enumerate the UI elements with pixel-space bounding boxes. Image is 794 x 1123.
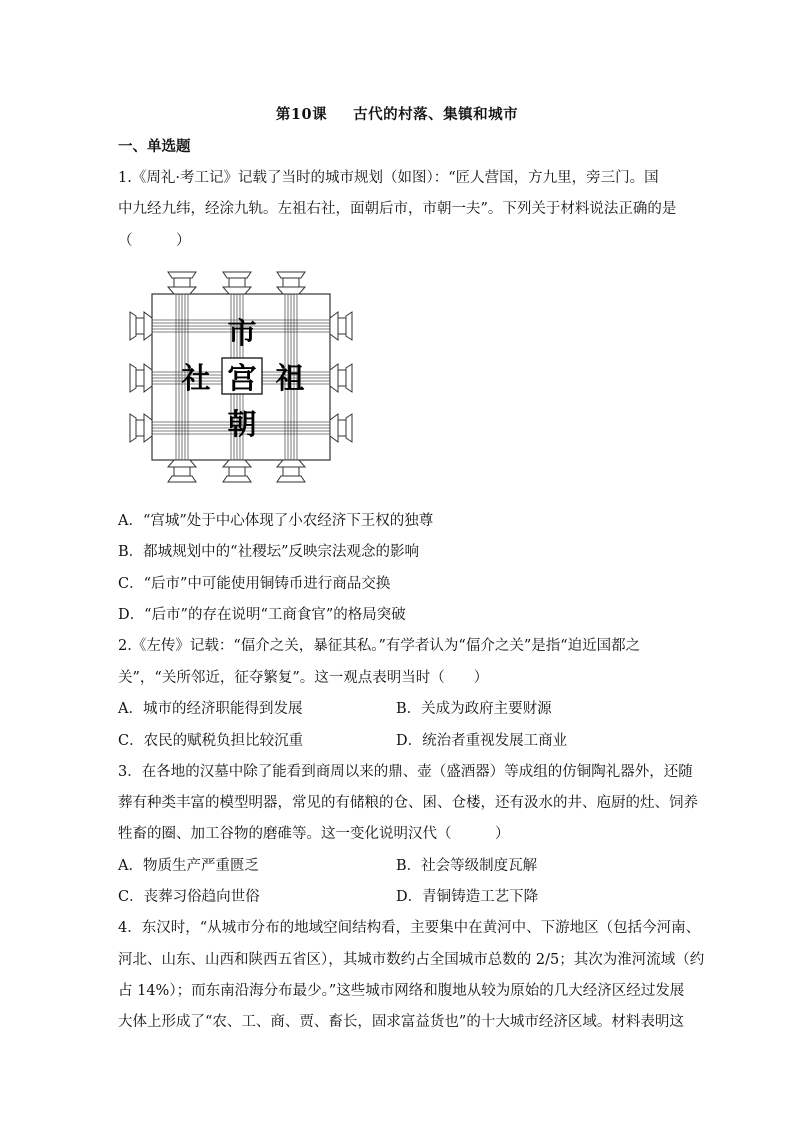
q2-option-b: B．关成为政府主要财源 [396, 701, 552, 717]
q1-option-b: B．都城规划中的“社稷坛”反映宗法观念的影响 [118, 544, 419, 560]
q3-option-a: A．物质生产严重匮乏 [118, 858, 259, 874]
q1-option-a: A．“宫城”处于中心体现了小农经济下王权的独尊 [118, 513, 434, 529]
q4-line-2: 河北、山东、山西和陕西五省区），其城市数约占全国城市总数的 2/5；其次为淮河流域（约 [118, 952, 705, 968]
q4-line-3: 占 14%）；而东南沿海分布最少。”这些城市网络和腹地从较为原始的几大经济区经过发展 [118, 983, 685, 999]
label-ancestral-temple: 祖 [275, 361, 305, 395]
q4-line-4: 大体上形成了“农、工、商、贾、畜长，固求富益货也”的十大城市经济区域。材料表明这 [118, 1014, 684, 1030]
q2-option-d: D．统治者重视发展工商业 [396, 733, 568, 749]
label-altar: 社 [181, 361, 211, 395]
lesson-title [0, 103, 794, 124]
q1-line-3: （ ） [118, 233, 191, 249]
q3-line-1: 3．在各地的汉墓中除了能看到商周以来的鼎、壶（盛酒器）等成组的仿铜陶礼器外，还随 [118, 764, 693, 780]
q3-line-2: 葬有种类丰富的模型明器，常见的有储粮的仓、囷、仓楼，还有汲水的井、庖厨的灶、饲养 [118, 795, 698, 811]
q4-line-1: 4．东汉时，“从城市分布的地域空间结构看，主要集中在黄河中、下游地区（包括今河南、 [118, 920, 701, 936]
q2-option-c: C．农民的赋税负担比较沉重 [118, 733, 304, 749]
section-heading: 一、单选题 [118, 138, 191, 155]
label-market: 市 [227, 316, 257, 350]
label-court: 朝 [227, 407, 257, 441]
q1-option-c: C．“后市”中可能使用铜铸币进行商品交换 [118, 576, 391, 592]
q3-option-c: C．丧葬习俗趋向世俗 [118, 889, 260, 905]
lesson-name: 古代的村落、集镇和城市 [353, 106, 519, 123]
q2-option-a: A．城市的经济职能得到发展 [118, 701, 303, 717]
city-plan-diagram [128, 266, 354, 488]
q3-option-d: D．青铜铸造工艺下降 [396, 889, 539, 905]
q1-line-1: 1.《周礼·考工记》记载了当时的城市规划（如图）：“匠人营国，方九里，旁三门。国 [118, 170, 659, 186]
lesson-number: 第10课 [275, 106, 328, 123]
q3-option-b: B．社会等级制度瓦解 [396, 858, 538, 874]
q1-option-d: D．“后市”的存在说明“工商食官”的格局突破 [118, 607, 406, 623]
q2-line-2: 关”，“关所邻近，征夺繁复”。这一观点表明当时（ ） [118, 670, 489, 686]
q2-line-1: 2.《左传》记载：“偪介之关，暴征其私。”有学者认为“偪介之关”是指“迫近国都之 [118, 638, 641, 654]
q1-line-2: 中九经九纬，经涂九轨。左祖右社，面朝后市，市朝一夫”。下列关于材料说法正确的是 [118, 201, 677, 217]
label-palace: 宫 [227, 361, 257, 395]
q3-line-3: 牲畜的圈、加工谷物的磨碓等。这一变化说明汉代（ ） [118, 826, 510, 842]
